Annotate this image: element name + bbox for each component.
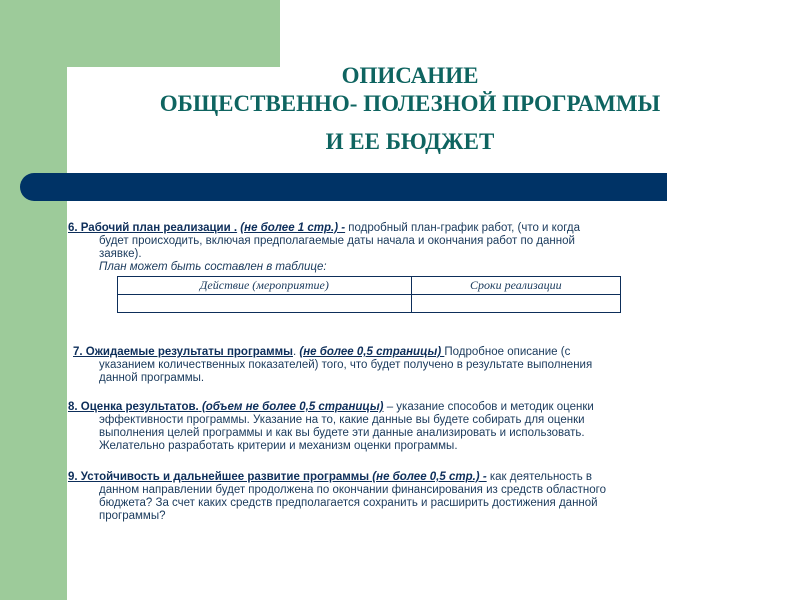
section-text-line: данном направлении будет продолжена по окончании финансирования из средств областного (99, 484, 606, 496)
section-text: – указание способов и методик оценки (383, 401, 594, 413)
title-line-2: ОБЩЕСТВЕННО- ПОЛЕЗНОЙ ПРОГРАММЫ (159, 91, 661, 116)
section-evaluation (68, 401, 748, 453)
table-header-row (118, 277, 621, 295)
decor-green-left (0, 0, 67, 600)
section-text-line: программы? (99, 510, 166, 522)
section-text: Подробное описание (с (444, 346, 571, 358)
section-limit: (не более 0,5 страницы) (299, 346, 445, 358)
section-text-line: Желательно разработать критерии и механизм оценки программы. (99, 440, 458, 452)
section-heading: 9. Устойчивость и дальнейшее развитие программы (68, 471, 370, 483)
section-expected-results: 7. Ожидаемые результаты программы. (не более 0,5 страницы) Подробное описание (с указанием количественных показателей) того, что будет получено в результате выполнения данной программы. (68, 346, 748, 385)
section-text: как деятельность в (486, 471, 593, 483)
section-sustainability (68, 471, 748, 523)
table-cell (411, 295, 620, 313)
section-limit: (не более 1 стр.) - (240, 222, 346, 234)
section-text-line: заявке). (99, 248, 142, 260)
section-heading: 8. Оценка результатов. (68, 401, 199, 413)
decor-navy-bar (20, 173, 667, 201)
section-heading: 7. Ожидаемые результаты программы (73, 346, 293, 358)
table-row (118, 295, 621, 313)
section-limit: (объем не более 0,5 страницы) (198, 401, 384, 413)
section-work-plan (68, 222, 748, 313)
section-text-line: будет происходить, включая предполагаемые даты начала и окончания работ по данной (99, 235, 575, 247)
section-text-line: бюджета? За счет каких средств предполагается сохранить и расширить достижения данной (99, 497, 598, 509)
section-text-line: эффективности программы. Указание на то, какие данные вы будете собирать для оценки (99, 414, 585, 426)
section-limit: (не более 0,5 стр.) - (369, 471, 487, 483)
table-header-action: Действие (мероприятие) (118, 277, 412, 295)
section-text-line: данной программы. (99, 372, 205, 384)
title-line-3: И ЕЕ БЮДЖЕТ (325, 129, 495, 154)
slide-content (68, 222, 748, 523)
table-cell (118, 295, 412, 313)
title-line-1: ОПИСАНИЕ (341, 63, 479, 88)
section-text-line: указанием количественных показателей) того, что будет получено в результате выполнения (99, 359, 593, 371)
plan-table (117, 276, 621, 313)
table-header-deadlines: Сроки реализации (411, 277, 620, 295)
slide-title (100, 62, 720, 156)
section-heading: 6. Рабочий план реализации . (68, 222, 238, 234)
section-text-line: выполнения целей программы и как вы будете эти данные анализировать и использовать. (99, 427, 585, 439)
table-note: План может быть составлен в таблице: (99, 261, 327, 273)
section-text: подробный план-график работ, (что и когда (345, 222, 581, 234)
